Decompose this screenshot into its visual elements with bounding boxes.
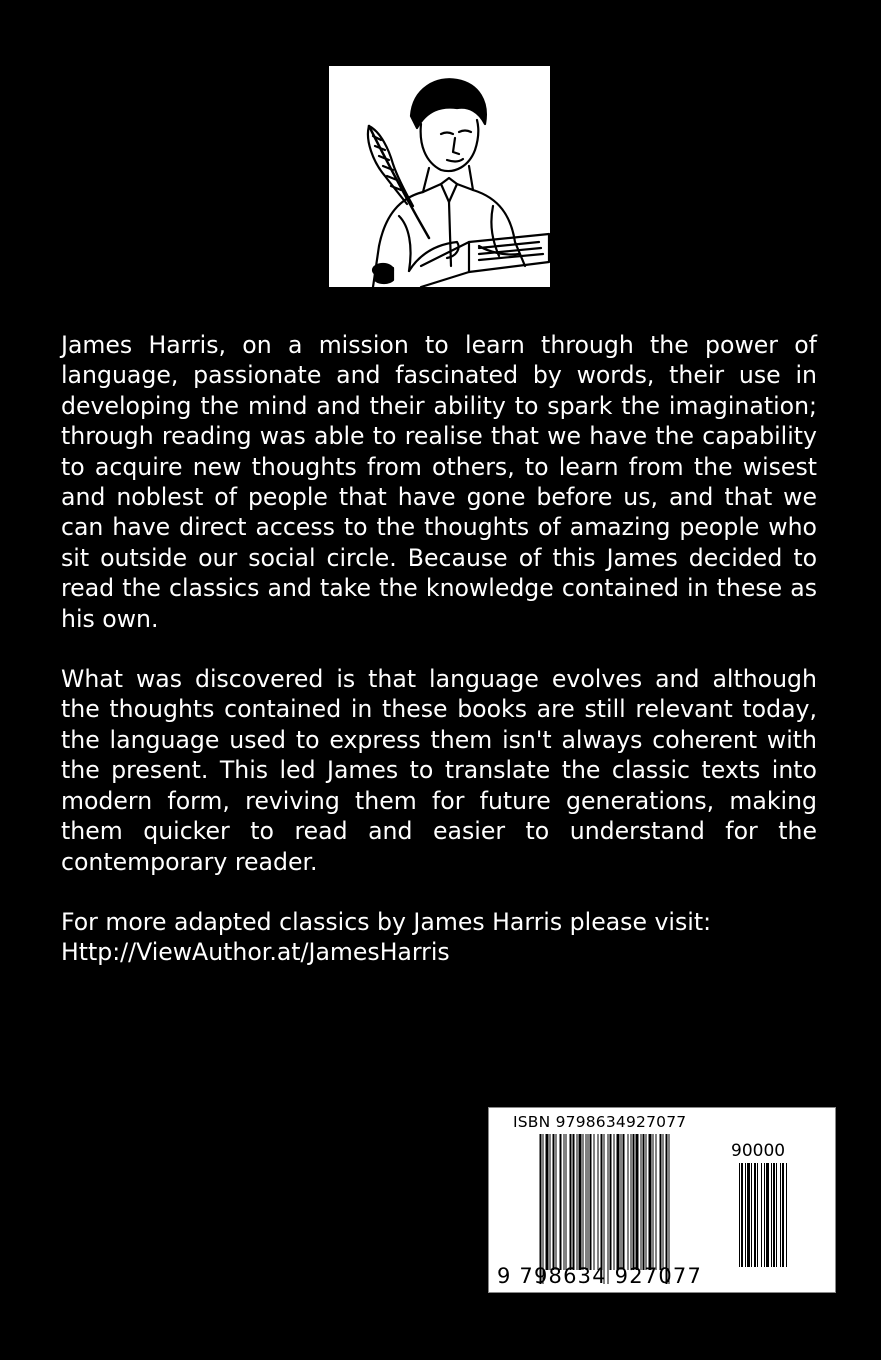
- visit-block: [61, 907, 817, 968]
- visit-line: For more adapted classics by James Harris please visit:: [61, 907, 712, 936]
- barcode-addon-icon: [723, 1163, 803, 1281]
- barcode-digits: 9 798634 927077: [497, 1264, 703, 1288]
- author-url-link[interactable]: Http://ViewAuthor.at/JamesHarris: [61, 938, 450, 967]
- price-code: 90000: [731, 1141, 786, 1161]
- author-bio: [61, 330, 817, 968]
- bio-paragraph-1: James Harris, on a mission to learn through the power of language, passionate and fascinated by words, their use in developing the mind and their ability to spark the imagination; through reading was able to realise that we have the capability to acquire new thoughts from others, to learn from the wisest and noblest of people that have gone before us, and that we can have direct access to the thoughts of amazing people who sit outside our social circle. Because of this James decided to read the classics and take the knowledge contained in these as his own.: [61, 331, 817, 633]
- isbn-barcode-block: [488, 1107, 836, 1293]
- writer-with-quill-illustration: [329, 66, 550, 287]
- bio-paragraph-2: What was discovered is that language evolves and although the thoughts contained in these books are still relevant today, the language used to express them isn't always coherent with the present. This led James to translate the classic texts into modern form, reviving them for future generations, making them quicker to read and easier to understand for the contemporary reader.: [61, 665, 817, 876]
- isbn-label: ISBN 9798634927077: [513, 1113, 687, 1131]
- barcode-icon: [510, 1134, 700, 1284]
